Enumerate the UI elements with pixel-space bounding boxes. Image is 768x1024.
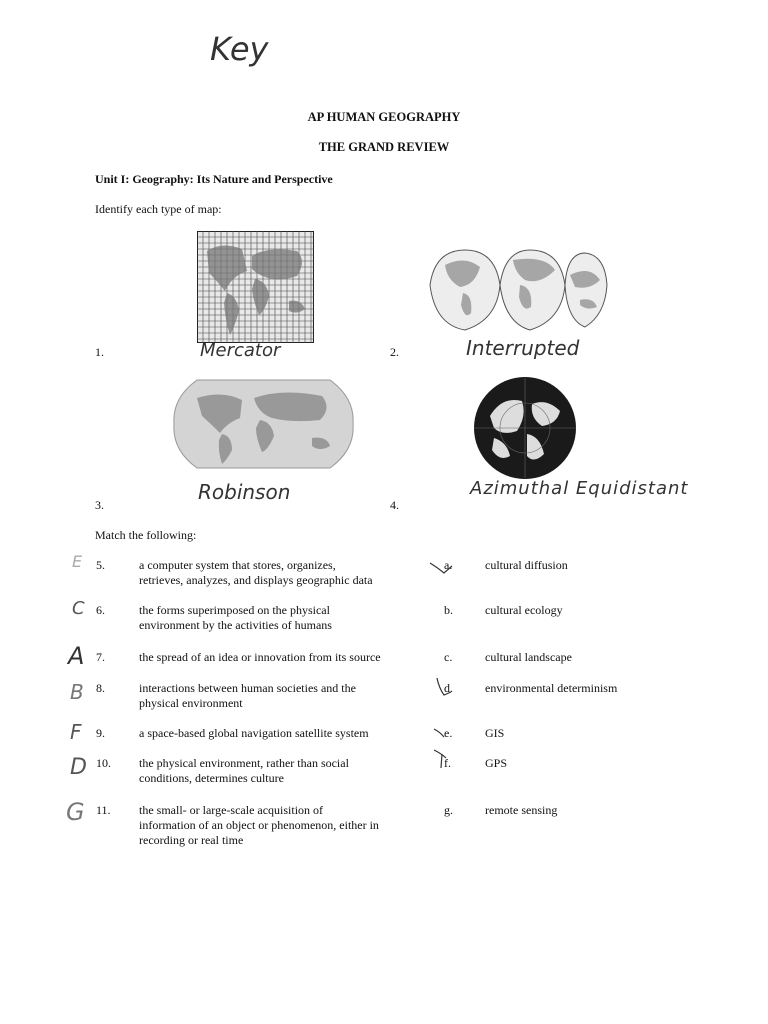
question-5-line-2: retrieves, analyzes, and displays geographic data	[139, 573, 373, 587]
option-text-e: GIS	[485, 726, 505, 740]
question-number-6: 6.	[96, 603, 105, 617]
question-11-line-2: information of an object or phenomenon, either in	[139, 818, 379, 832]
question-number-10: 10.	[96, 756, 111, 770]
question-10-line-1: the physical environment, rather than social	[139, 756, 349, 770]
option-text-c: cultural landscape	[485, 650, 572, 664]
handwritten-answer-8: B	[70, 680, 84, 704]
option-text-a: cultural diffusion	[485, 558, 568, 572]
option-letter-d: d.	[444, 681, 453, 695]
question-number-7: 7.	[96, 650, 105, 664]
mercator-map-image	[197, 231, 314, 343]
handwritten-answer-9: F	[70, 720, 82, 744]
option-text-d: environmental determinism	[485, 681, 618, 695]
handwritten-answer-11: G	[66, 798, 85, 826]
handwritten-answer-map4: Azimuthal Equidistant	[470, 478, 689, 499]
course-title: AP HUMAN GEOGRAPHY	[307, 110, 461, 124]
robinson-map-image	[172, 378, 355, 470]
review-title: THE GRAND REVIEW	[318, 140, 450, 154]
handwritten-answer-map3: Robinson	[198, 480, 291, 504]
question-number-9: 9.	[96, 726, 105, 740]
option-letter-g: g.	[444, 803, 453, 817]
question-8-line-2: physical environment	[139, 696, 243, 710]
handwritten-key: Key	[210, 30, 269, 68]
question-9-line-1: a space-based global navigation satellite system	[139, 726, 369, 740]
option-letter-f: f.	[444, 756, 451, 770]
handwritten-answer-5: E	[72, 552, 83, 571]
option-text-g: remote sensing	[485, 803, 558, 817]
option-letter-b: b.	[444, 603, 453, 617]
question-5-line-1: a computer system that stores, organizes,	[139, 558, 336, 572]
map-number-2: 2.	[390, 345, 399, 359]
question-number-5: 5.	[96, 558, 105, 572]
question-number-8: 8.	[96, 681, 105, 695]
question-11-line-3: recording or real time	[139, 833, 244, 847]
map-number-4: 4.	[390, 498, 399, 512]
option-letter-e: e.	[444, 726, 453, 740]
option-text-f: GPS	[485, 756, 508, 770]
check-mark-a	[428, 560, 454, 576]
unit-heading: Unit I: Geography: Its Nature and Perspective	[95, 172, 333, 186]
interrupted-map-image	[425, 245, 610, 335]
question-7-line-1: the spread of an idea or innovation from its source	[139, 650, 381, 664]
check-mark-f	[432, 748, 454, 770]
map-number-1: 1.	[95, 345, 104, 359]
handwritten-answer-10: D	[70, 755, 87, 780]
question-number-11: 11.	[96, 803, 111, 817]
option-text-b: cultural ecology	[485, 603, 563, 617]
matching-instruction: Match the following:	[95, 528, 197, 542]
handwritten-answer-6: C	[72, 598, 85, 619]
map-number-3: 3.	[95, 498, 104, 512]
azimuthal-map-image	[472, 376, 578, 480]
handwritten-answer-7: A	[68, 642, 85, 670]
question-10-line-2: conditions, determines culture	[139, 771, 284, 785]
check-mark-e	[432, 726, 452, 740]
question-6-line-2: environment by the activities of humans	[139, 618, 332, 632]
option-letter-c: c.	[444, 650, 453, 664]
maps-instruction: Identify each type of map:	[95, 202, 222, 216]
check-mark-d	[434, 676, 454, 698]
option-letter-a: a.	[444, 558, 453, 572]
handwritten-answer-map2: Interrupted	[466, 336, 580, 360]
question-8-line-1: interactions between human societies and the	[139, 681, 356, 695]
handwritten-answer-map1: Mercator	[200, 340, 281, 361]
question-6-line-1: the forms superimposed on the physical	[139, 603, 330, 617]
question-11-line-1: the small- or large-scale acquisition of	[139, 803, 324, 817]
